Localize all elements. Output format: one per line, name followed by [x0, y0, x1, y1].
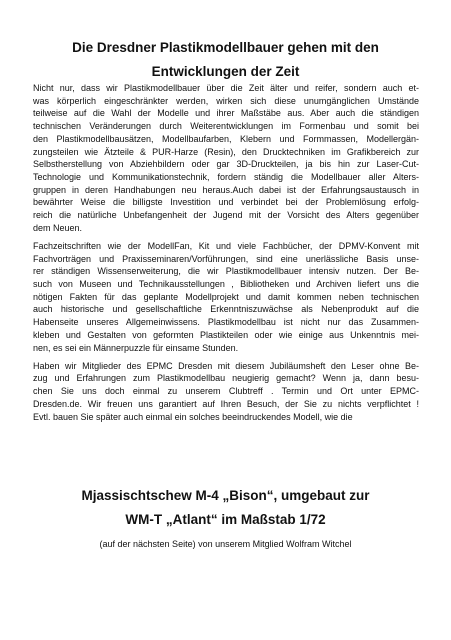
article-paragraph	[33, 82, 419, 234]
paragraph-line: bewährter Weise die billigste Investition und verbindet bei der Problemlösung erfolg-	[33, 197, 419, 208]
paragraph-line: nen, es sei ein Männerpuzzle für einsame Stunden.	[33, 342, 239, 353]
paragraph-line: nötigen Fakten für das geplante Modellprojekt und damit kommen neben technischen	[33, 291, 419, 302]
paragraph-line: Selbstherstellung von Abziehbildern oder gar 3D-Druckteilen, ja bis hin zur Laser-Cut-	[33, 159, 419, 170]
article-paragraph	[33, 360, 419, 424]
paragraph-line: chen Sie uns doch einmal zu unserem Clubtreff . Termin und Ort unter EPMC-	[33, 386, 419, 397]
paragraph-line: Haben wir Mitglieder des EPMC Dresden mit diesem Jubiläumsheft den Leser ohne Be-	[33, 360, 419, 371]
paragraph-line: Evtl. bauen Sie später auch einmal ein solches beeindruckendes Modell, wie die	[33, 411, 353, 422]
model-title	[30, 484, 421, 532]
page-title	[30, 36, 421, 84]
paragraph-line: zug und Erfahrungen zum Plastikmodellbau neugierig gemacht? Wenn ja, dann besu-	[33, 373, 419, 384]
model-caption: (auf der nächsten Seite) von unserem Mitglied Wolfram Witchel	[99, 539, 352, 549]
paragraph-line: reich die natürliche Unbefangenheit der Jugend mit der Vorsicht des Alters gegenüber	[33, 210, 419, 221]
page-title-line-2: Entwicklungen der Zeit	[151, 64, 300, 79]
paragraph-line: auch historische und gesellschaftliche Erkenntniszuwächse als Nebenprodukt auf die	[33, 304, 419, 315]
article-paragraph	[33, 240, 419, 354]
model-title-line-2: WM-T „Atlant“ im Maßstab 1/72	[125, 512, 326, 527]
paragraph-line: Habenseite unseres Allgemeinwissens. Plastikmodellbau ist nicht nur das Zusammen-	[33, 317, 419, 328]
paragraph-line: zungsteilen wie Ätzteile & PUR-Harze (Resin), den Drucktechniken im Grafikbereich zur	[33, 146, 419, 157]
paragraph-line: Dresden.de. Wir freuen uns garantiert auf Ihren Besuch, der Sie zu nichts verpflichtet !	[33, 398, 419, 409]
paragraph-line: technischen Veränderungen durch Weiterentwicklungen im Formenbau und somit bei	[33, 121, 419, 132]
paragraph-line: Nicht nur, dass wir Plastikmodellbauer über die Zeit älter und reifer, sondern auch et-	[33, 83, 419, 93]
paragraph-line: den Plastikmodellbausätzen, Modellbaufarben, Klebern und Formmassen, Modellergän-	[33, 133, 419, 144]
paragraph-line: kleben und Gestalten von geformten Plastikteilen oder wie einige aus Unkenntnis mei-	[33, 329, 419, 340]
paragraph-line: gruppen in deren Handhabungen neu heraus.Auch dabei ist der Erfahrungsaustausch in	[33, 184, 419, 195]
model-title-line-1: Mjassischtschew M-4 „Bison“, umgebaut zur	[81, 488, 370, 503]
paragraph-line: such von Museen und Technikausstellungen , Bibliotheken und Archiven liefert uns die	[33, 279, 419, 290]
page-title-line-1: Die Dresdner Plastikmodellbauer gehen mit den	[72, 40, 379, 55]
paragraph-line: Fachzeitschriften wie der ModellFan, Kit und viele Fachbücher, der DPMV-Konvent mit	[33, 240, 419, 251]
article-body	[33, 82, 419, 429]
paragraph-line: dem Neuen.	[33, 222, 83, 233]
paragraph-line: rer ständigen Wissenserweiterung, die wir Plastikmodellbauer intensiv nutzen. Der Be-	[33, 266, 419, 277]
paragraph-line: Technologie und Kommunikationstechnik, fordern ständig die Modellbauer aller Alters-	[33, 171, 419, 182]
paragraph-line: teilweise auf die Wahl der Modelle und ihrer Maßstäbe aus. Aber auch die ständigen	[33, 108, 419, 119]
paragraph-line: Fachvorträgen und Praxisseminaren/Vorführungen, sind eine unerlässliche Basis unse-	[33, 253, 419, 264]
paragraph-line: was körperlich eingeschränkter werden, wirken sich diese unumgänglichen Umstände	[33, 95, 419, 106]
